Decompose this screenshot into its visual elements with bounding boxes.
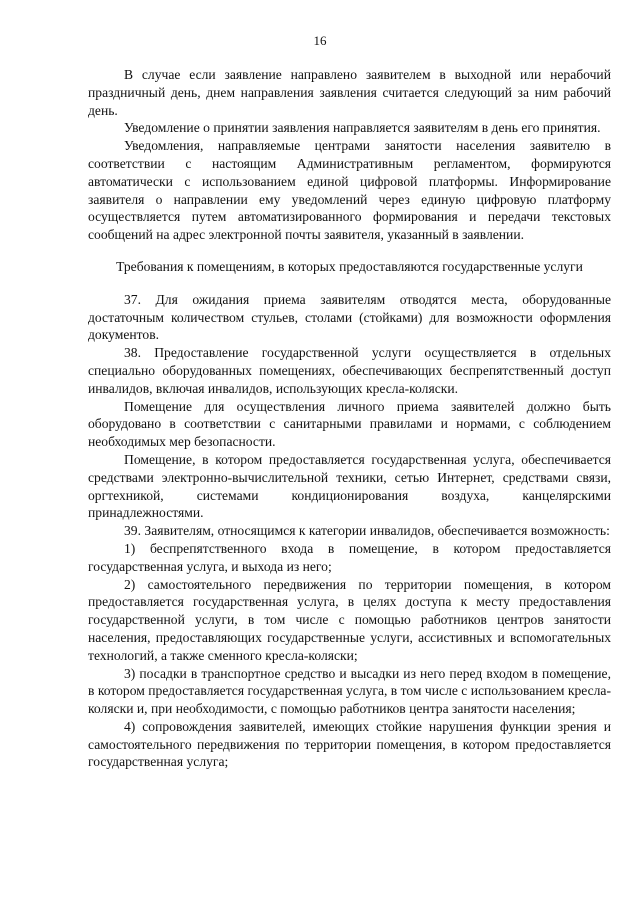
paragraph-item-38: 38. Предоставление государственной услуги осуществляется в отдельных специально оборудованных помещениях, обеспечивающих беспрепятственный доступ инвалидов, включая инвалидов, использующих кресла-коляски. bbox=[88, 345, 611, 396]
page-number: 16 bbox=[313, 33, 327, 48]
document-body bbox=[88, 66, 611, 771]
section-heading: Требования к помещениям, в которых предоставляются государственные услуги bbox=[116, 258, 583, 274]
paragraph-acceptance-notice: Уведомление о принятии заявления направляется заявителям в день его принятия. bbox=[124, 120, 601, 136]
list-item-2: 2) самостоятельного передвижения по территории помещения, в котором предоставляется государственная услуга, в целях доступа к месту предоставления государственной услуги, в том числе с помощью работников центров занятости населения, предоставляющих государственные услуги, ассистивных и вспомогательных технологий, а также сменного кресла-коляски; bbox=[88, 576, 611, 663]
paragraph-personal-reception-room: Помещение для осуществления личного приема заявителей должно быть оборудовано в соответствии с санитарными правилами и нормами, с соблюдением необходимых мер безопасности. bbox=[88, 398, 611, 450]
paragraph-item-39: 39. Заявителям, относящимся к категории инвалидов, обеспечивается возможность: bbox=[124, 523, 610, 539]
paragraph-weekend-submission: В случае если заявление направлено заявителем в выходной или нерабочий праздничный день, днем направления заявления считается следующий за ним рабочий день. bbox=[88, 67, 611, 118]
list-item-1: 1) беспрепятственного входа в помещение, в котором предоставляется государственная услуга, и выхода из него; bbox=[88, 540, 611, 574]
paragraph-room-equipment: Помещение, в котором предоставляется государственная услуга, обеспечивается средствами электронно-вычислительной техники, сетью Интернет, средствами связи, оргтехникой, системами кондиционирования воздуха, канцелярскими принадлежностями. bbox=[88, 451, 611, 521]
paragraph-item-37: 37. Для ожидания приема заявителям отводятся места, оборудованные достаточным количеством стульев, столами (стойками) для возможности оформления документов. bbox=[88, 291, 611, 343]
paragraph-notifications: Уведомления, направляемые центрами занятости населения заявителю в соответствии с настоящим Административным регламентом, формируются автоматически с использованием единой цифровой платформы. Информирование заявителя о направлении ему уведомлений через единую цифровую платформу осуществляется путем автоматизированного формирования и передачи текстовых сообщений на адрес электронной почты заявителя, указанный в заявлении. bbox=[88, 138, 611, 243]
list-item-4: 4) сопровождения заявителей, имеющих стойкие нарушения функции зрения и самостоятельного передвижения по территории помещения, в котором предоставляется государственная услуга; bbox=[88, 718, 611, 770]
list-item-3: 3) посадки в транспортное средство и высадки из него перед входом в помещение, в котором предоставляется государственная услуга, в том числе с использованием кресла-коляски и, при необходимости, с помощью работников центра занятости населения; bbox=[88, 665, 611, 717]
